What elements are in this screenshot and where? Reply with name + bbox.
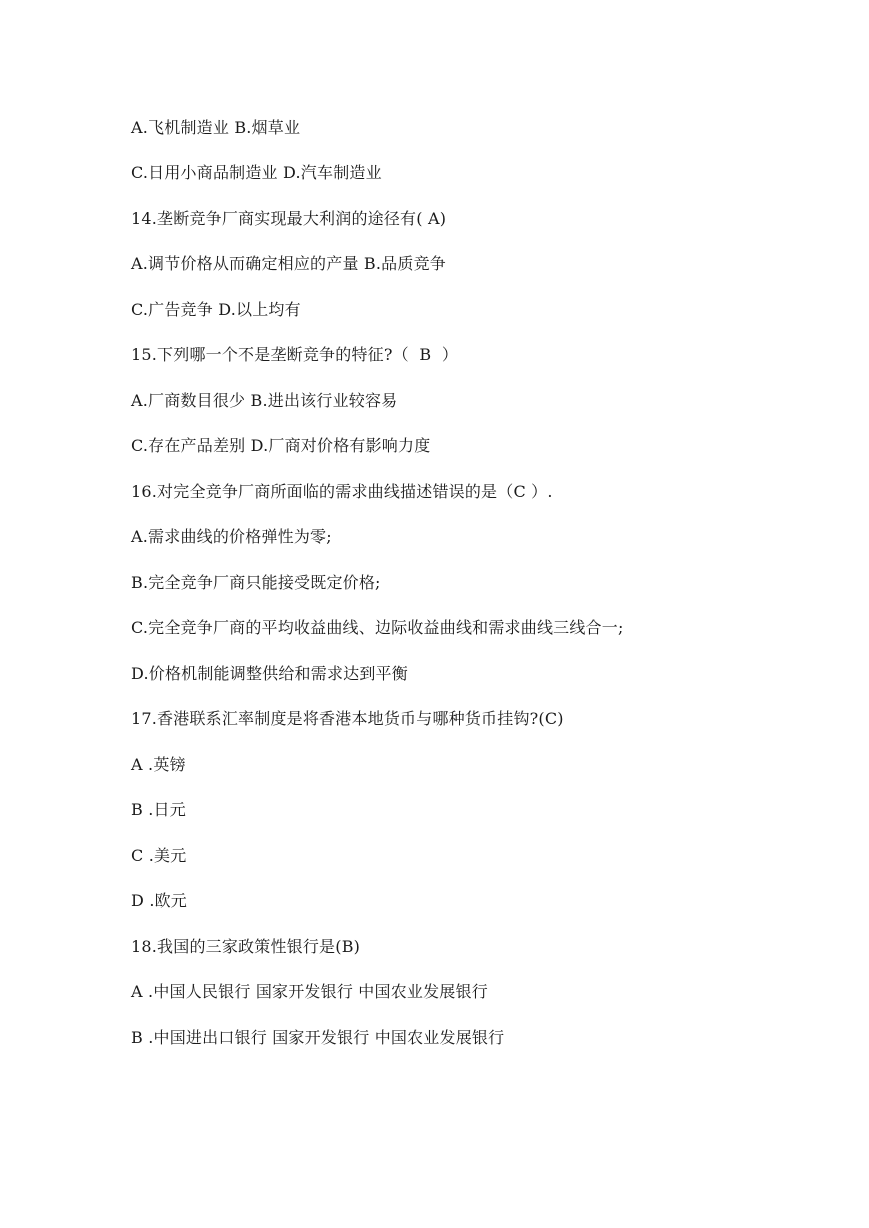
q16-option-c: C.完全竞争厂商的平均收益曲线、边际收益曲线和需求曲线三线合一; xyxy=(131,618,624,637)
q16-option-b: B.完全竞争厂商只能接受既定价格; xyxy=(131,573,381,592)
q17-option-b: B .日元 xyxy=(131,800,186,819)
q18-option-a: A .中国人民银行 国家开发银行 中国农业发展银行 xyxy=(131,982,488,1001)
q15-options-ab: A.厂商数目很少 B.进出该行业较容易 xyxy=(131,391,398,410)
q18-option-b: B .中国进出口银行 国家开发银行 中国农业发展银行 xyxy=(131,1028,505,1047)
q14-question: 14.垄断竞争厂商实现最大利润的途径有( A) xyxy=(131,209,447,228)
q15-options-cd: C.存在产品差别 D.厂商对价格有影响力度 xyxy=(131,436,431,455)
q17-option-d: D .欧元 xyxy=(131,891,188,910)
q16-option-d: D.价格机制能调整供给和需求达到平衡 xyxy=(131,664,408,683)
q15-question: 15.下列哪一个不是垄断竞争的特征?（ B ） xyxy=(131,345,459,364)
q18-question: 18.我国的三家政策性银行是(B) xyxy=(131,937,361,956)
q13-options-cd: C.日用小商品制造业 D.汽车制造业 xyxy=(131,163,382,182)
q14-options-ab: A.调节价格从而确定相应的产量 B.品质竞争 xyxy=(131,254,446,273)
q17-option-a: A .英镑 xyxy=(131,755,186,774)
q16-option-a: A.需求曲线的价格弹性为零; xyxy=(131,527,332,546)
q17-question: 17.香港联系汇率制度是将香港本地货币与哪种货币挂钩?(C) xyxy=(131,709,564,728)
q16-question: 16.对完全竞争厂商所面临的需求曲线描述错误的是（C ）. xyxy=(131,482,553,501)
q14-options-cd: C.广告竞争 D.以上均有 xyxy=(131,300,301,319)
q17-option-c: C .美元 xyxy=(131,846,187,865)
q13-options-ab: A.飞机制造业 B.烟草业 xyxy=(131,118,301,137)
